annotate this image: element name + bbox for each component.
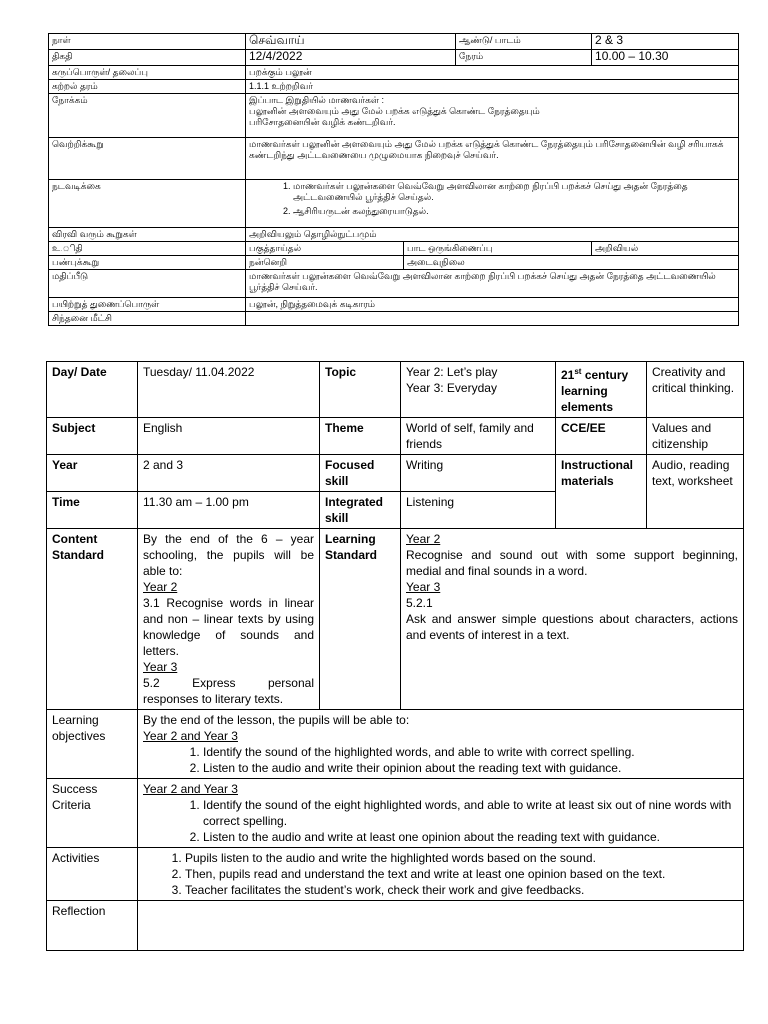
success-criteria-label: Success Criteria: [47, 779, 138, 848]
list-item: 2. Then, pupils read and understand the text and write at least one opinion based on the text.: [185, 866, 738, 882]
list-item: 3. Teacher facilitates the student’s work, check their work and give feedbacks.: [185, 882, 738, 898]
integration-value: அறிவியல்: [592, 242, 739, 256]
instructional-materials-value: Audio, reading text, worksheet: [647, 455, 744, 529]
activity-label: நடவடிக்கை: [49, 180, 246, 228]
learning-standard-value: [401, 529, 744, 710]
table-row: [49, 34, 739, 50]
reflection-label: Reflection: [47, 901, 138, 951]
learning-year3-text: Ask and answer simple questions about characters, actions and events of interest in a text.: [406, 612, 738, 642]
time-value: 10.00 – 10.30: [592, 50, 739, 66]
table-row: [49, 66, 739, 80]
list-item: 1. Pupils listen to the audio and write the highlighted words based on the sound.: [185, 850, 738, 866]
topic-label: கருப்பொருள்/ தலைப்பு: [49, 66, 246, 80]
theme-value: World of self, family and friends: [401, 418, 556, 455]
content-year3-text: 5.2 Express personal responses to literary texts.: [143, 676, 314, 706]
table-row: [47, 455, 744, 492]
learning-year2-text: Recognise and sound out with some support beginning, medial and final sounds in a word.: [406, 548, 738, 578]
date-value: 12/4/2022: [246, 50, 456, 66]
table-row: [49, 80, 739, 94]
learning-standard-label: கற்றல் தரம்: [49, 80, 246, 94]
table-row: [47, 848, 744, 901]
year-subject-label: ஆண்டு/ பாடம்: [456, 34, 592, 50]
success-criteria-value: [138, 779, 744, 848]
subject-value: English: [138, 418, 320, 455]
table-row: [47, 710, 744, 779]
objectives-intro: By the end of the lesson, the pupils will be able to:: [143, 713, 410, 727]
topic-label: Topic: [320, 362, 401, 418]
21st-century-label: 21st century learning elements: [556, 362, 647, 418]
21st-century-value: Creativity and critical thinking.: [647, 362, 744, 418]
table-row: [49, 180, 739, 228]
assessment-value: மாணவர்கள் பலூன்களை வெவ்வேறு அளவிலான காற்றை நிரப்பி பறக்கச் செய்து அதன் நேரத்தை அட்டவணையில் பூர்த்திச் செய்வர்.: [246, 270, 739, 298]
table-row: [49, 270, 739, 298]
table-row: [47, 362, 744, 418]
learning-objectives-label: Learning objectives: [47, 710, 138, 779]
strategy-label: உ.ிதி: [49, 242, 246, 256]
integration-label: பாட ஒருங்கிணைப்பு: [404, 242, 592, 256]
activities-value: [138, 848, 744, 901]
reflection-value: [138, 901, 744, 951]
tamil-lesson-plan-table: [48, 33, 739, 326]
topic-line: Year 3: Everyday: [406, 381, 497, 395]
learning-objectives-value: [138, 710, 744, 779]
year-subject-value: 2 & 3: [592, 34, 739, 50]
table-row: [49, 242, 739, 256]
year-label: Year: [47, 455, 138, 492]
english-lesson-plan-table: [46, 361, 744, 951]
list-item: 2. Listen to the audio and write at least one opinion about the reading text with guidance.: [203, 829, 738, 845]
focused-skill-value: Writing: [401, 455, 556, 492]
learning-year2-heading: Year 2: [406, 532, 441, 546]
table-row: [49, 228, 739, 242]
learning-standard-value: 1.1.1 உற்றறிவர்: [246, 80, 739, 94]
list-item: 1. Identify the sound of the highlighted words, and able to write with correct spelling.: [203, 744, 738, 760]
strategy-value: பகுத்தாய்தல்: [246, 242, 404, 256]
integrated-skill-value: Listening: [401, 492, 556, 529]
assessment-label: மதிப்பீடு: [49, 270, 246, 298]
objectives-years: Year 2 and Year 3: [143, 729, 238, 743]
table-row: [47, 418, 744, 455]
activity-value: [246, 180, 739, 228]
objective-line: பரிசோதனையின் வழிக் கண்டறிவர்.: [249, 117, 396, 127]
date-label: திகதி: [49, 50, 246, 66]
table-row: [47, 779, 744, 848]
table-row: [47, 901, 744, 951]
theme-label: Theme: [320, 418, 401, 455]
table-row: [49, 312, 739, 326]
day-date-label: Day/ Date: [47, 362, 138, 418]
subject-label: Subject: [47, 418, 138, 455]
activities-label: Activities: [47, 848, 138, 901]
cross-element-label: விரவி வரும் கூறுகள்: [49, 228, 246, 242]
criteria-years: Year 2 and Year 3: [143, 782, 238, 796]
day-date-value: Tuesday/ 11.04.2022: [138, 362, 320, 418]
content-year3-heading: Year 3: [143, 660, 178, 674]
instructional-materials-label: Instructional materials: [556, 455, 647, 529]
values-label: பண்புக்கூறு: [49, 256, 246, 270]
time-label: Time: [47, 492, 138, 529]
learning-year3-heading: Year 3: [406, 580, 441, 594]
content-year2-heading: Year 2: [143, 580, 178, 594]
integrated-skill-label: Integrated skill: [320, 492, 401, 529]
learning-standard-label: Learning Standard: [320, 529, 401, 710]
topic-value: [401, 362, 556, 418]
table-row: [49, 138, 739, 180]
objective-line: பலூனின் அளவையும் அது மேல் பறக்க எடுத்துக் கொண்ட நேரத்தையும்: [249, 106, 540, 116]
values-value: நன்னெறி: [246, 256, 404, 270]
objective-value: [246, 94, 739, 138]
cross-element-value: அறிவியலும் தொழில்நுட்பமும்: [246, 228, 739, 242]
year-value: 2 and 3: [138, 455, 320, 492]
list-item: 1. Identify the sound of the eight highlighted words, and able to write at least six out of nine words with correct spelling.: [203, 797, 738, 829]
reflection-value: [246, 312, 739, 326]
achievement-label: அடைவுநிலை: [404, 256, 739, 270]
table-row: [49, 298, 739, 312]
content-intro: By the end of the 6 – year schooling, the pupils will be able to:: [143, 532, 314, 578]
objective-line: இப்பாட இறுதியில் மாணவர்கள் :: [249, 95, 384, 105]
content-standard-value: [138, 529, 320, 710]
table-row: [49, 50, 739, 66]
success-criteria-label: வெற்றிக்கூறு: [49, 138, 246, 180]
table-row: [49, 94, 739, 138]
day-label: நாள்: [49, 34, 246, 50]
list-item: 2. Listen to the audio and write their opinion about the reading text with guidance.: [203, 760, 738, 776]
time-value: 11.30 am – 1.00 pm: [138, 492, 320, 529]
time-label: நேரம்: [456, 50, 592, 66]
content-year2-text: 3.1 Recognise words in linear and non – linear texts by using knowledge of sounds and letters.: [143, 596, 314, 658]
reflection-label: சிந்தனை மீட்சி: [49, 312, 246, 326]
topic-line: Year 2: Let’s play: [406, 365, 498, 379]
cce-ee-label: CCE/EE: [556, 418, 647, 455]
materials-label: பயிற்றுத் துணைப்பொருள்: [49, 298, 246, 312]
focused-skill-label: Focused skill: [320, 455, 401, 492]
table-row: [49, 256, 739, 270]
day-value: செவ்வாய்: [246, 34, 456, 50]
list-item: 1. மாணவர்கள் பலூன்களை வெவ்வேறு அளவிலான காற்றை நிரப்பி பறக்கச் செய்து அதன் நேரத்தை அட்டவணையில் பூர்த்திச் செய்தல்.: [293, 181, 735, 203]
materials-value: பலூன், நிறுத்தமைவுக் கடிகாரம்: [246, 298, 739, 312]
success-criteria-value: மாணவர்கள் பலூனின் அளவையும் அது மேல் பறக்க எடுத்துக் கொண்ட நேரத்தையும் பரிசோதனையின் வழி சரியாகக் கண்டறிந்து அட்டவணையை முழுமையாக நிறைவுச் செய்வர்.: [246, 138, 739, 180]
cce-ee-value: Values and citizenship: [647, 418, 744, 455]
content-standard-label: Content Standard: [47, 529, 138, 710]
objective-label: நோக்கம்: [49, 94, 246, 138]
learning-year3-code: 5.2.1: [406, 596, 433, 610]
table-row: [47, 529, 744, 710]
list-item: 2. ஆசிரியருடன் கலந்துரையாடுதல்.: [293, 206, 735, 217]
topic-value: பறக்கும் பலூன்: [246, 66, 739, 80]
